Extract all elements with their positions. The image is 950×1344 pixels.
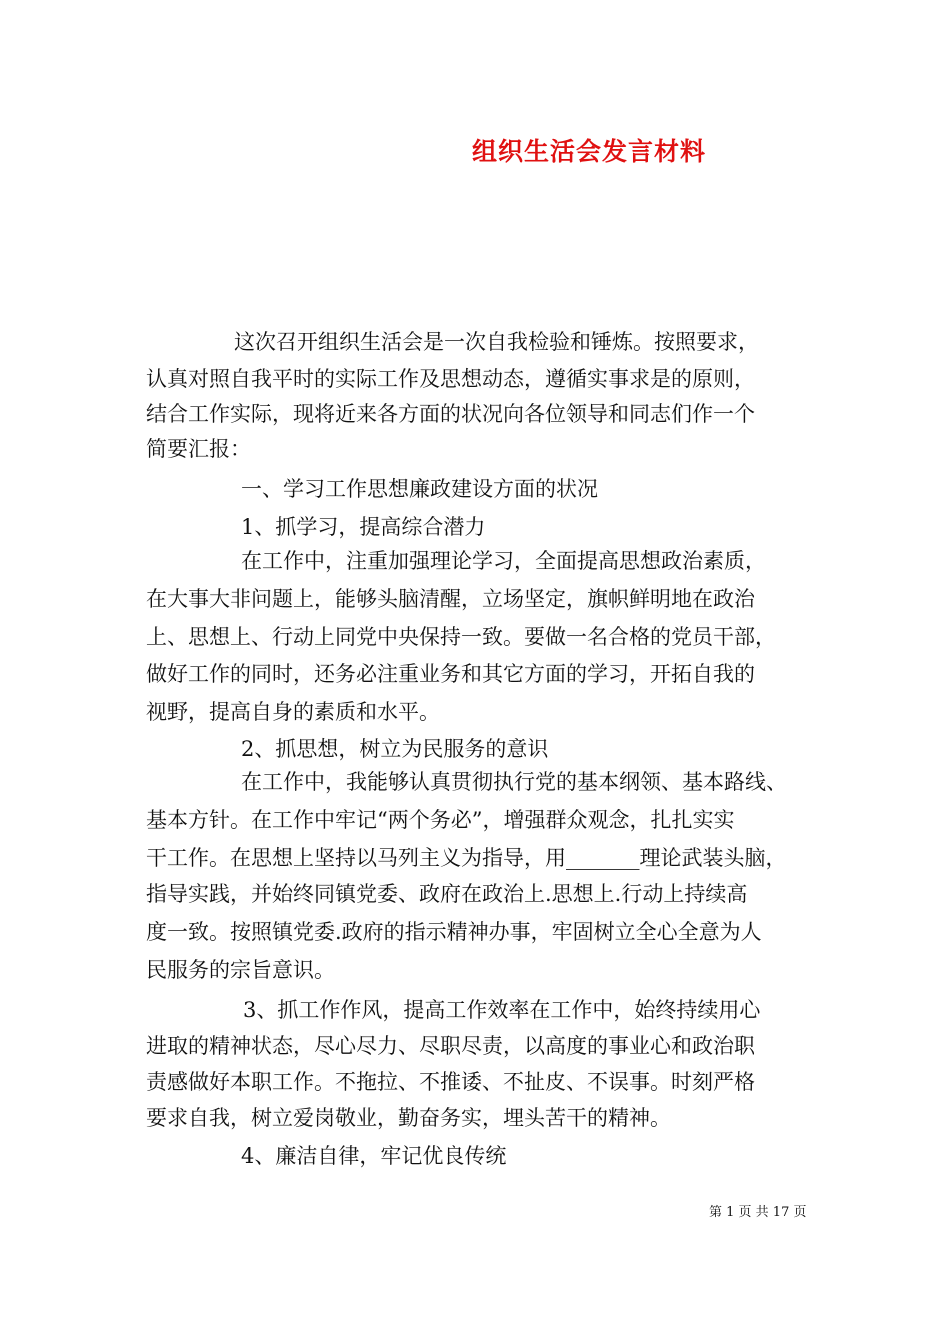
page-number-footer: 第 1 页 共 17 页 (709, 1205, 807, 1220)
text-line: 在工作中，注重加强理论学习，全面提高思想政治素质， (241, 549, 766, 573)
subsection-heading: 3、抓工作作风，提高工作效率在工作中，始终持续用心 (243, 998, 761, 1022)
text-line: 责感做好本职工作。不拖拉、不推诿、不扯皮、不误事。时刻严格 (146, 1070, 755, 1094)
text-line: 进取的精神状态，尽心尽力、尽职尽责，以高度的事业心和政治职 (146, 1034, 755, 1058)
text-line: 要求自我，树立爱岗敬业，勤奋务实，埋头苦干的精神。 (146, 1106, 671, 1130)
subsection-heading: 1、抓学习，提高综合潜力 (241, 515, 486, 539)
text-line: 上、思想上、行动上同党中央保持一致。要做一名合格的党员干部， (146, 625, 776, 649)
text-line: 简要汇报： (146, 437, 251, 461)
text-line: 民服务的宗旨意识。 (146, 958, 335, 982)
text-line: 度一致。按照镇党委.政府的指示精神办事，牢固树立全心全意为人 (146, 920, 762, 944)
text-line: 视野，提高自身的素质和水平。 (146, 700, 440, 724)
text-line: 认真对照自我平时的实际工作及思想动态，遵循实事求是的原则， (146, 367, 755, 391)
text-line: 在工作中，我能够认真贯彻执行党的基本纲领、基本路线、 (241, 770, 787, 794)
subsection-heading: 4、廉洁自律，牢记优良传统 (241, 1144, 507, 1168)
text-line: 在大事大非问题上，能够头脑清醒，立场坚定，旗帜鲜明地在政治 (146, 587, 755, 611)
text-line: 这次召开组织生活会是一次自我检验和锤炼。按照要求， (234, 330, 759, 354)
subsection-heading: 2、抓思想，树立为民服务的意识 (241, 737, 549, 761)
document-title: 组织生活会发言材料 (472, 137, 707, 166)
section-heading: 一、学习工作思想廉政建设方面的状况 (241, 477, 598, 501)
text-line: 指导实践，并始终同镇党委、政府在政治上.思想上.行动上持续高 (146, 882, 748, 906)
text-line: 基本方针。在工作中牢记“两个务必”，增强群众观念，扎扎实实 (146, 808, 735, 832)
text-line: 做好工作的同时，还务必注重业务和其它方面的学习，开拓自我的 (146, 662, 755, 686)
text-line: 结合工作实际，现将近来各方面的状况向各位领导和同志们作一个 (146, 402, 755, 426)
text-line: 干工作。在思想上坚持以马列主义为指导，用_______理论武装头脑， (146, 846, 787, 870)
